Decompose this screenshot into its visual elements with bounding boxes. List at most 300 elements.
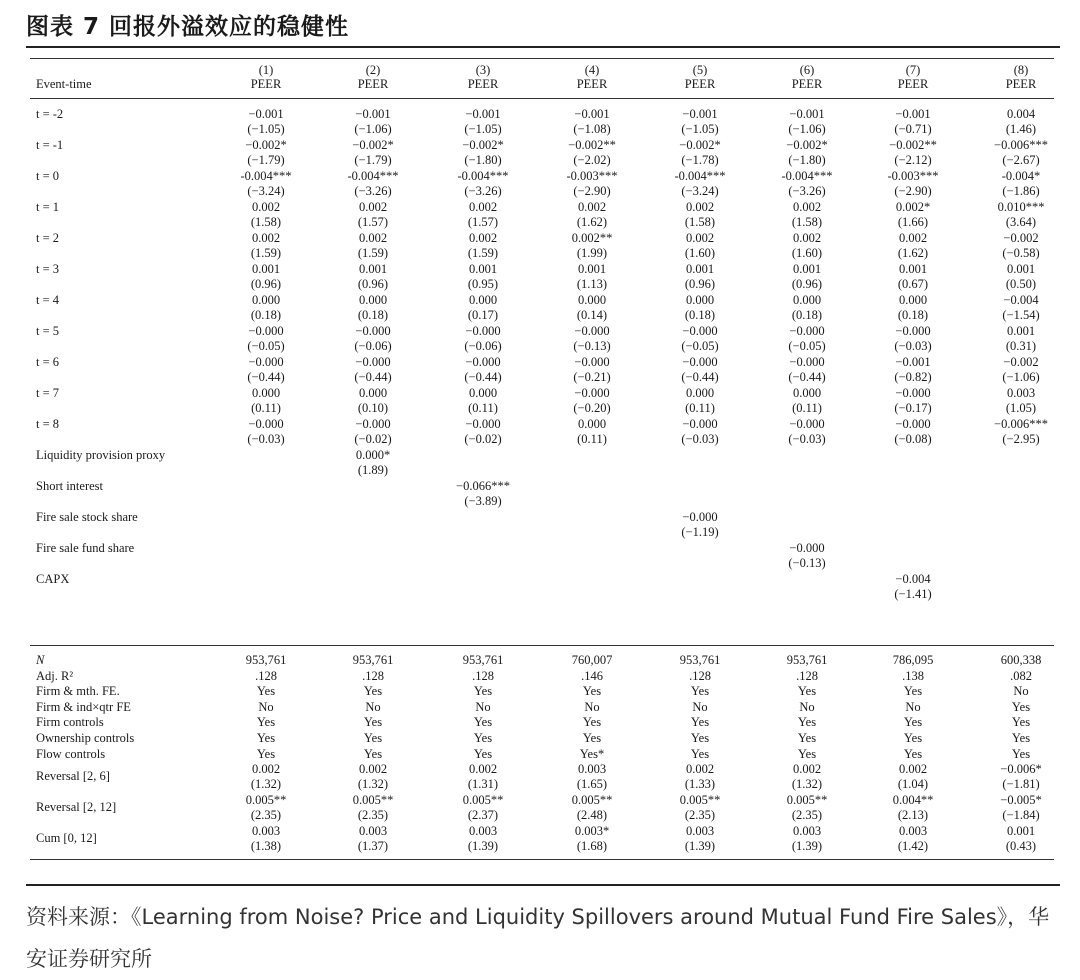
coef-cell: −0.002* [786, 138, 828, 152]
stats-divider [30, 645, 1054, 646]
coef-cell: 0.001 [1006, 324, 1036, 338]
coef-cell: -0.004* [1001, 169, 1041, 183]
stat-cell: Yes [582, 684, 602, 699]
stat-cell: 600,338 [1000, 653, 1042, 667]
tstat-cell: (−2.90) [894, 184, 932, 198]
stat-cell: Yes [473, 731, 493, 745]
coef-cell: 0.000 [898, 293, 928, 307]
coef-cell: −0.000 [682, 324, 718, 338]
tstat-cell: (−0.05) [681, 339, 719, 353]
reversal-tstat-cell: (−1.81) [1002, 777, 1040, 792]
reversal-row-label: Reversal [2, 6] [36, 769, 110, 784]
stat-cell: Yes [1011, 746, 1031, 761]
row-label: t = 8 [36, 417, 60, 431]
stat-cell: Yes [690, 684, 710, 699]
coef-cell: 0.001 [1006, 262, 1036, 276]
tstat-cell: (−1.06) [354, 122, 392, 136]
row-label: t = 1 [36, 200, 60, 214]
coef-cell: 0.001 [358, 262, 388, 276]
proxy-row-label: Short interest [36, 479, 104, 493]
stat-cell: Yes [1011, 699, 1031, 714]
coef-cell: −0.001 [895, 107, 931, 121]
stat-cell: No [258, 699, 274, 714]
coef-cell: −0.000 [789, 417, 825, 431]
coef-cell: −0.001 [895, 355, 931, 369]
reversal-coef-cell: 0.003 [577, 762, 607, 777]
stat-cell: Yes [903, 746, 923, 761]
stat-cell: .128 [255, 668, 277, 683]
coef-cell: −0.002** [568, 138, 616, 152]
tstat-cell: (−0.71) [894, 122, 932, 136]
coef-cell: 0.000 [251, 293, 281, 307]
proxy-tstat-cell: (−0.13) [788, 556, 826, 570]
tstat-cell: (−0.03) [788, 432, 826, 446]
stat-cell: 953,761 [352, 653, 394, 667]
tstat-cell: (0.50) [1005, 277, 1037, 291]
proxy-tstat-cell: (−3.89) [464, 494, 502, 508]
proxy-tstat-cell: (−1.41) [894, 587, 932, 601]
coef-cell: 0.002 [251, 231, 281, 245]
row-label: t = 4 [36, 293, 60, 307]
coef-cell: 0.002 [685, 231, 715, 245]
reversal-coef-cell: −0.005* [1000, 793, 1042, 808]
column-name: PEER [250, 77, 282, 91]
tstat-cell: (−3.24) [247, 184, 285, 198]
row-label: t = -1 [36, 138, 64, 152]
coef-cell: -0.004*** [457, 169, 509, 183]
coef-cell: -0.003*** [887, 169, 939, 183]
tstat-cell: (−1.78) [681, 153, 719, 167]
coef-cell: −0.002* [679, 138, 721, 152]
coef-cell: 0.002 [251, 200, 281, 214]
stub-header: Event-time [36, 77, 92, 91]
tstat-cell: (0.18) [684, 308, 716, 322]
proxy-coef-cell: −0.000 [789, 541, 825, 555]
column-name: PEER [467, 77, 499, 91]
coef-cell: 0.002 [358, 231, 388, 245]
stat-cell: Yes [903, 715, 923, 730]
reversal-coef-cell: 0.003 [685, 824, 715, 839]
stat-row-label: N [36, 653, 45, 667]
reversal-coef-cell: 0.003 [358, 824, 388, 839]
stat-cell: Yes [797, 731, 817, 745]
tstat-cell: (0.14) [576, 308, 608, 322]
tstat-cell: (−0.17) [894, 401, 932, 415]
reversal-coef-cell: 0.003 [792, 824, 822, 839]
stat-row-label: Ownership controls [36, 731, 135, 745]
coef-cell: 0.000 [792, 386, 822, 400]
tstat-cell: (1.62) [897, 246, 929, 260]
tstat-cell: (−0.03) [681, 432, 719, 446]
column-number: (2) [365, 63, 381, 77]
stat-cell: Yes [363, 731, 383, 745]
coef-cell: 0.002 [792, 231, 822, 245]
reversal-tstat-cell: (2.48) [576, 808, 608, 823]
coef-cell: 0.001 [685, 262, 715, 276]
coef-cell: 0.001 [898, 262, 928, 276]
reversal-coef-cell: 0.005** [245, 793, 287, 808]
coef-cell: -0.004*** [781, 169, 833, 183]
column-number: (3) [475, 63, 491, 77]
coef-cell: −0.002** [889, 138, 937, 152]
stat-row-label: Firm & mth. FE. [36, 684, 120, 699]
coef-cell: −0.001 [355, 107, 391, 121]
coef-cell: 0.000 [468, 386, 498, 400]
tstat-cell: (−2.02) [573, 153, 611, 167]
coef-cell: −0.001 [465, 107, 501, 121]
coef-cell: −0.000 [682, 417, 718, 431]
column-number: (1) [258, 63, 274, 77]
tstat-cell: (0.11) [251, 401, 281, 415]
column-name: PEER [357, 77, 389, 91]
coef-cell: −0.004 [1003, 293, 1039, 307]
tstat-cell: (−0.21) [573, 370, 611, 384]
reversal-tstat-cell: (2.37) [467, 808, 499, 823]
coef-cell: −0.002 [1003, 231, 1039, 245]
coef-cell: −0.002* [462, 138, 504, 152]
coef-cell: 0.000 [577, 293, 607, 307]
tstat-cell: (−0.13) [573, 339, 611, 353]
reversal-tstat-cell: (0.43) [1005, 839, 1037, 854]
coef-cell: 0.010*** [997, 200, 1045, 214]
reversal-coef-cell: 0.002 [251, 762, 281, 777]
coef-cell: 0.000 [358, 293, 388, 307]
stat-cell: Yes [1011, 731, 1031, 745]
coef-cell: 0.000 [792, 293, 822, 307]
tstat-cell: (0.11) [468, 401, 498, 415]
proxy-coef-cell: −0.066*** [456, 479, 510, 493]
stat-cell: 953,761 [786, 653, 828, 667]
stat-cell: 760,007 [571, 653, 613, 667]
reversal-tstat-cell: (1.39) [791, 839, 823, 854]
tstat-cell: (0.95) [467, 277, 499, 291]
reversal-tstat-cell: (2.35) [791, 808, 823, 823]
reversal-coef-cell: 0.001 [1006, 824, 1036, 839]
tstat-cell: (0.11) [792, 401, 822, 415]
tstat-cell: (1.57) [357, 215, 389, 229]
coef-cell: 0.000 [358, 386, 388, 400]
reversal-coef-cell: 0.002 [685, 762, 715, 777]
coef-cell: −0.000 [465, 417, 501, 431]
coef-cell: −0.000 [574, 324, 610, 338]
reversal-coef-cell: 0.005** [352, 793, 394, 808]
coef-cell: 0.004 [1006, 107, 1036, 121]
tstat-cell: (−2.95) [1002, 432, 1040, 446]
tstat-cell: (−0.44) [788, 370, 826, 384]
stat-cell: .146 [581, 668, 603, 683]
reversal-tstat-cell: (2.35) [357, 808, 389, 823]
reversal-coef-cell: 0.003 [898, 824, 928, 839]
stat-cell: .128 [362, 668, 384, 683]
coef-cell: 0.001 [577, 262, 607, 276]
coef-cell: -0.004*** [674, 169, 726, 183]
tstat-cell: (−1.05) [464, 122, 502, 136]
reversal-tstat-cell: (1.42) [897, 839, 929, 854]
row-label: t = 0 [36, 169, 60, 183]
coef-cell: 0.001 [468, 262, 498, 276]
reversal-coef-cell: 0.002 [358, 762, 388, 777]
coef-cell: −0.000 [248, 417, 284, 431]
stat-cell: Yes [363, 715, 383, 730]
coef-cell: 0.002 [468, 200, 498, 214]
tstat-cell: (0.96) [250, 277, 282, 291]
coef-cell: −0.001 [248, 107, 284, 121]
tstat-cell: (0.17) [467, 308, 499, 322]
reversal-tstat-cell: (1.37) [357, 839, 389, 854]
stat-cell: Yes [797, 684, 817, 699]
tstat-cell: (−0.05) [788, 339, 826, 353]
coef-cell: −0.002 [1003, 355, 1039, 369]
reversal-row-label: Cum [0, 12] [36, 831, 97, 846]
tstat-cell: (−1.79) [354, 153, 392, 167]
tstat-cell: (0.18) [357, 308, 389, 322]
stat-cell: Yes [363, 746, 383, 761]
tstat-cell: (1.59) [250, 246, 282, 260]
stat-cell: 953,761 [245, 653, 287, 667]
stat-cell: Yes [582, 715, 602, 730]
stat-cell: Yes [690, 746, 710, 761]
tstat-cell: (0.11) [685, 401, 715, 415]
reversal-coef-cell: 0.005** [462, 793, 504, 808]
reversal-tstat-cell: (1.04) [897, 777, 929, 792]
coef-cell: −0.000 [895, 417, 931, 431]
coef-cell: 0.001 [251, 262, 281, 276]
reversal-tstat-cell: (1.31) [467, 777, 499, 792]
row-label: t = -2 [36, 107, 64, 121]
coef-cell: −0.006*** [994, 417, 1048, 431]
reversal-coef-cell: 0.005** [679, 793, 721, 808]
reversal-tstat-cell: (1.39) [684, 839, 716, 854]
stat-cell: Yes [1011, 715, 1031, 730]
stat-cell: 786,095 [892, 653, 934, 667]
stat-cell: .082 [1010, 668, 1032, 683]
reversal-coef-cell: −0.006* [1000, 762, 1042, 777]
coef-cell: −0.000 [574, 386, 610, 400]
coef-cell: 0.000 [251, 386, 281, 400]
stat-cell: .128 [796, 668, 818, 683]
coef-cell: 0.000 [577, 417, 607, 431]
coef-cell: −0.000 [355, 355, 391, 369]
stat-cell: Yes* [579, 746, 605, 761]
coef-cell: 0.000 [685, 386, 715, 400]
tstat-cell: (−0.05) [247, 339, 285, 353]
reversal-coef-cell: 0.004** [892, 793, 934, 808]
tstat-cell: (−1.08) [573, 122, 611, 136]
stat-cell: Yes [256, 715, 276, 730]
tstat-cell: (0.96) [791, 277, 823, 291]
tstat-cell: (0.31) [1005, 339, 1037, 353]
tstat-cell: (−0.02) [464, 432, 502, 446]
coef-cell: 0.002 [685, 200, 715, 214]
tstat-cell: (1.99) [576, 246, 608, 260]
proxy-row-label: Fire sale fund share [36, 541, 135, 555]
reversal-tstat-cell: (1.33) [684, 777, 716, 792]
reversal-tstat-cell: (−1.84) [1002, 808, 1040, 823]
column-name: PEER [1005, 77, 1037, 91]
reversal-tstat-cell: (2.13) [897, 808, 929, 823]
stat-cell: 953,761 [679, 653, 721, 667]
coef-cell: 0.001 [792, 262, 822, 276]
coef-cell: 0.003 [1006, 386, 1036, 400]
tstat-cell: (−0.58) [1002, 246, 1040, 260]
coef-cell: 0.002 [898, 231, 928, 245]
coef-cell: −0.000 [682, 355, 718, 369]
stat-cell: Yes [690, 715, 710, 730]
reversal-tstat-cell: (1.32) [791, 777, 823, 792]
row-label: t = 3 [36, 262, 60, 276]
proxy-coef-cell: −0.004 [895, 572, 931, 586]
column-number: (8) [1013, 63, 1029, 77]
tstat-cell: (1.05) [1005, 401, 1037, 415]
table-top-border [30, 58, 1054, 59]
tstat-cell: (1.58) [791, 215, 823, 229]
tstat-cell: (−1.80) [788, 153, 826, 167]
coef-cell: -0.003*** [566, 169, 618, 183]
coef-cell: −0.002* [352, 138, 394, 152]
tstat-cell: (−0.44) [354, 370, 392, 384]
column-name: PEER [791, 77, 823, 91]
stat-cell: No [1013, 684, 1029, 699]
tstat-cell: (0.96) [684, 277, 716, 291]
reversal-coef-cell: 0.002 [468, 762, 498, 777]
stat-cell: No [692, 699, 708, 714]
tstat-cell: (−0.02) [354, 432, 392, 446]
reversal-tstat-cell: (1.32) [250, 777, 282, 792]
coef-cell: −0.000 [574, 355, 610, 369]
coef-cell: −0.006*** [994, 138, 1048, 152]
stat-cell: .128 [472, 668, 494, 683]
tstat-cell: (1.59) [357, 246, 389, 260]
tstat-cell: (−0.08) [894, 432, 932, 446]
tstat-cell: (−1.05) [681, 122, 719, 136]
stat-cell: No [475, 699, 491, 714]
tstat-cell: (0.10) [357, 401, 389, 415]
tstat-cell: (1.60) [684, 246, 716, 260]
tstat-cell: (1.59) [467, 246, 499, 260]
tstat-cell: (−0.03) [894, 339, 932, 353]
tstat-cell: (0.96) [357, 277, 389, 291]
coef-cell: 0.002* [895, 200, 931, 214]
tstat-cell: (1.62) [576, 215, 608, 229]
stat-cell: Yes [797, 715, 817, 730]
tstat-cell: (0.18) [897, 308, 929, 322]
tstat-cell: (−1.06) [788, 122, 826, 136]
figure-title: 图表 7 回报外溢效应的稳健性 [26, 14, 350, 40]
coef-cell: −0.000 [248, 324, 284, 338]
reversal-tstat-cell: (1.32) [357, 777, 389, 792]
reversal-coef-cell: 0.005** [571, 793, 613, 808]
column-number: (7) [905, 63, 921, 77]
tstat-cell: (−0.20) [573, 401, 611, 415]
tstat-cell: (−1.86) [1002, 184, 1040, 198]
coef-cell: −0.000 [895, 386, 931, 400]
coef-cell: −0.000 [789, 324, 825, 338]
coef-cell: −0.002* [245, 138, 287, 152]
reversal-coef-cell: 0.005** [786, 793, 828, 808]
proxy-tstat-cell: (−1.19) [681, 525, 719, 539]
stat-cell: Yes [473, 715, 493, 730]
tstat-cell: (−0.44) [464, 370, 502, 384]
proxy-row-label: CAPX [36, 572, 70, 586]
tstat-cell: (0.11) [577, 432, 607, 446]
stat-cell: Yes [473, 746, 493, 761]
proxy-row-label: Liquidity provision proxy [36, 448, 166, 462]
coef-cell: 0.000 [685, 293, 715, 307]
tstat-cell: (1.58) [250, 215, 282, 229]
coef-cell: −0.000 [895, 324, 931, 338]
tstat-cell: (0.18) [250, 308, 282, 322]
tstat-cell: (0.67) [897, 277, 929, 291]
reversal-tstat-cell: (1.39) [467, 839, 499, 854]
tstat-cell: (−0.82) [894, 370, 932, 384]
stat-row-label: Firm & ind×qtr FE [36, 699, 131, 714]
tstat-cell: (−0.44) [681, 370, 719, 384]
stat-cell: Yes [797, 746, 817, 761]
row-label: t = 5 [36, 324, 60, 338]
coef-cell: −0.000 [248, 355, 284, 369]
coef-cell: −0.000 [465, 324, 501, 338]
stat-cell: No [799, 699, 815, 714]
reversal-coef-cell: 0.002 [898, 762, 928, 777]
tstat-cell: (1.13) [576, 277, 608, 291]
reversal-coef-cell: 0.003 [468, 824, 498, 839]
stat-cell: 953,761 [462, 653, 504, 667]
stat-cell: Yes [903, 684, 923, 699]
stat-cell: Yes [256, 746, 276, 761]
stat-cell: .128 [689, 668, 711, 683]
tstat-cell: (−2.90) [573, 184, 611, 198]
reversal-row-label: Reversal [2, 12] [36, 800, 117, 815]
tstat-cell: (−0.03) [247, 432, 285, 446]
reversal-coef-cell: 0.003* [574, 824, 610, 839]
tstat-cell: (1.58) [684, 215, 716, 229]
tstat-cell: (−3.26) [464, 184, 502, 198]
reversal-tstat-cell: (1.68) [576, 839, 608, 854]
stat-row-label: Firm controls [36, 715, 104, 730]
stat-cell: Yes [582, 731, 602, 745]
tstat-cell: (−1.54) [1002, 308, 1040, 322]
column-name: PEER [576, 77, 608, 91]
column-number: (4) [584, 63, 600, 77]
coef-cell: -0.004*** [240, 169, 292, 183]
column-name: PEER [684, 77, 716, 91]
coef-cell: 0.002 [792, 200, 822, 214]
stat-cell: Yes [256, 731, 276, 745]
reversal-tstat-cell: (2.35) [250, 808, 282, 823]
coef-cell: -0.004*** [347, 169, 399, 183]
source-note: 资料来源：《Learning from Noise? Price and Liquidity Spillovers around Mutual Fund Fire Sales》，华安证券研究所 [26, 905, 1050, 971]
stat-cell: No [584, 699, 600, 714]
coef-cell: 0.002 [577, 200, 607, 214]
stat-cell: Yes [363, 684, 383, 699]
column-number: (6) [799, 63, 815, 77]
coef-cell: −0.000 [355, 417, 391, 431]
column-number: (5) [692, 63, 708, 77]
stat-cell: No [365, 699, 381, 714]
reversal-tstat-cell: (2.35) [684, 808, 716, 823]
coef-cell: −0.000 [355, 324, 391, 338]
tstat-cell: (−1.05) [247, 122, 285, 136]
tstat-cell: (1.60) [791, 246, 823, 260]
tstat-cell: (3.64) [1005, 215, 1037, 229]
tstat-cell: (0.18) [791, 308, 823, 322]
stat-cell: Yes [690, 731, 710, 745]
proxy-row-label: Fire sale stock share [36, 510, 138, 524]
tstat-cell: (1.46) [1005, 122, 1037, 136]
tstat-cell: (−3.26) [354, 184, 392, 198]
row-label: t = 6 [36, 355, 60, 369]
tstat-cell: (−3.24) [681, 184, 719, 198]
